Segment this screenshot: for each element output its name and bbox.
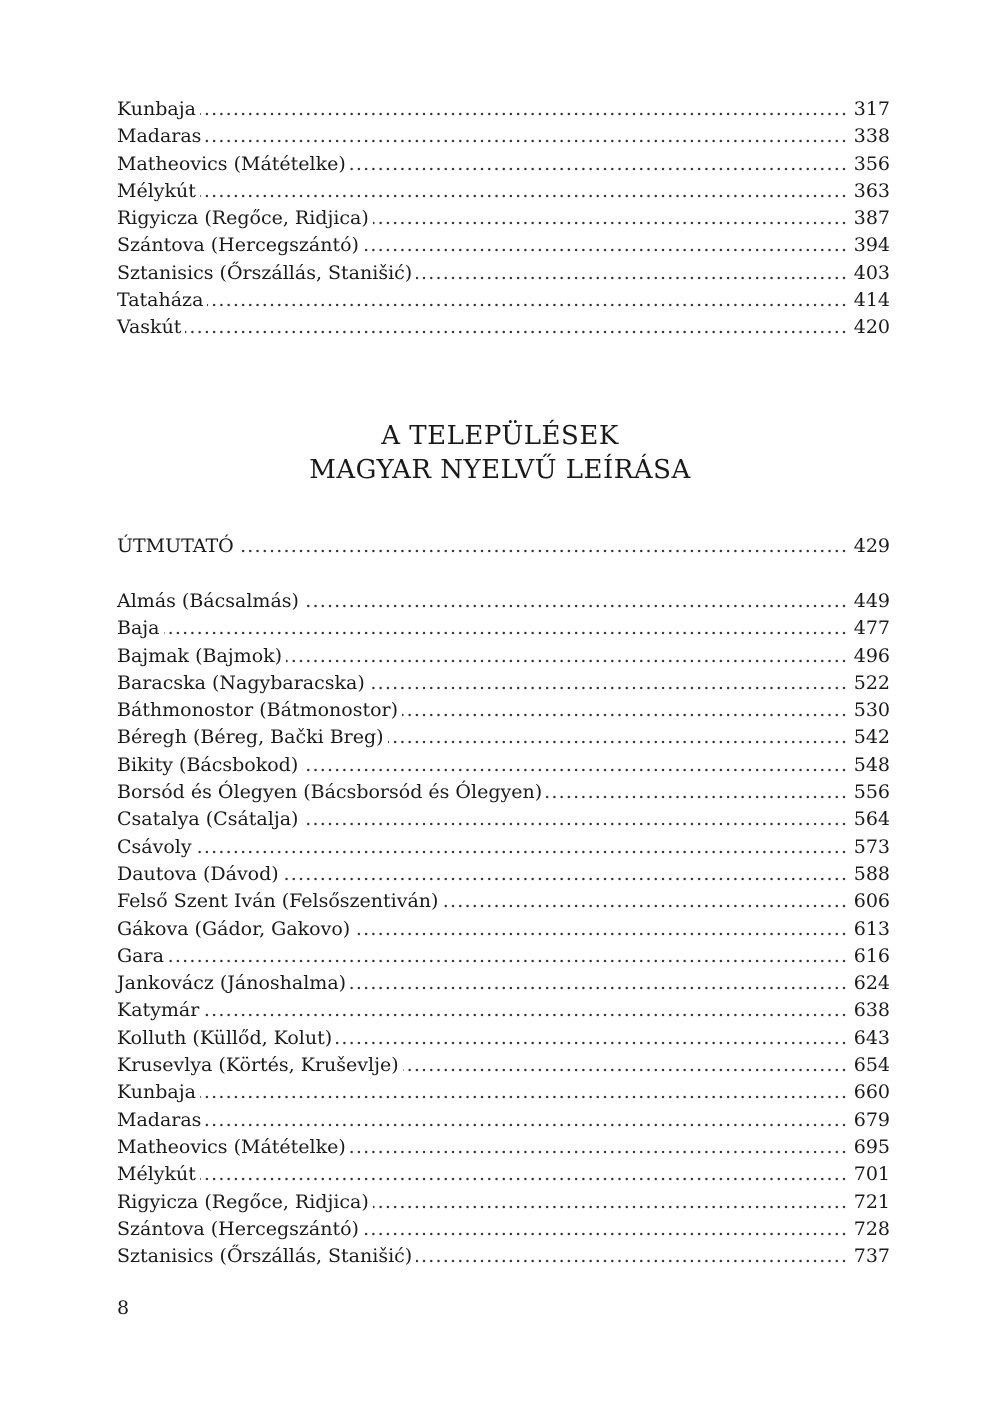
toc-entry bbox=[117, 205, 890, 232]
toc-entry-title: Bikity (Bácsbokod) bbox=[117, 752, 302, 779]
toc-entry-page: 638 bbox=[850, 997, 890, 1024]
toc-entry-page: 728 bbox=[850, 1216, 890, 1243]
toc-entry-page: 695 bbox=[850, 1134, 890, 1161]
toc-entry-title: ÚTMUTATÓ bbox=[117, 533, 238, 560]
toc-entry bbox=[117, 96, 890, 123]
toc-entry-title: Szántova (Hercegszántó) bbox=[117, 232, 363, 259]
toc-entry-page: 564 bbox=[850, 806, 890, 833]
toc-entry bbox=[117, 643, 890, 670]
toc-entry bbox=[117, 151, 890, 178]
toc-entry-page: 613 bbox=[850, 916, 890, 943]
toc-entry bbox=[117, 314, 890, 341]
toc-entry-page: 496 bbox=[850, 643, 890, 670]
leader-dots bbox=[117, 997, 846, 1024]
toc-entry-title: Jankovácz (Jánoshalma) bbox=[117, 970, 350, 997]
toc-entry bbox=[117, 670, 890, 697]
toc-entry-page: 573 bbox=[850, 834, 890, 861]
section-heading-line1: A TELEPÜLÉSEK bbox=[381, 421, 619, 451]
toc-entry-page: 556 bbox=[850, 779, 890, 806]
toc-entry-page: 548 bbox=[850, 752, 890, 779]
toc-entry bbox=[117, 861, 890, 888]
toc-entry-title: Felső Szent Iván (Felsőszentiván) bbox=[117, 888, 442, 915]
toc-entry-title: Rigyicza (Regőce, Ridjica) bbox=[117, 205, 373, 232]
leader-dots bbox=[117, 1079, 846, 1106]
toc-entry bbox=[117, 916, 890, 943]
toc-entry-title: Dautova (Dávod) bbox=[117, 861, 283, 888]
toc-entry bbox=[117, 1161, 890, 1188]
toc-entry-page: 363 bbox=[850, 178, 890, 205]
toc-entry-page: 449 bbox=[850, 588, 890, 615]
toc-entry bbox=[117, 1079, 890, 1106]
leader-dots bbox=[117, 123, 846, 150]
toc-entry-title: Baracska (Nagybaracska) bbox=[117, 670, 369, 697]
toc-entry-page: 701 bbox=[850, 1161, 890, 1188]
toc-entry bbox=[117, 779, 890, 806]
toc-entry bbox=[117, 178, 890, 205]
toc-entry-title: Borsód és Ólegyen (Bácsborsód és Ólegyen) bbox=[117, 779, 546, 806]
toc-entry-page: 420 bbox=[850, 314, 890, 341]
toc-entry-title: Katymár bbox=[117, 997, 203, 1024]
toc-entry-page: 522 bbox=[850, 670, 890, 697]
toc-entry bbox=[117, 615, 890, 642]
toc-entry bbox=[117, 1243, 890, 1270]
leader-dots bbox=[117, 943, 846, 970]
toc-entry bbox=[117, 232, 890, 259]
toc-entry-page: 588 bbox=[850, 861, 890, 888]
leader-dots bbox=[117, 287, 846, 314]
toc-entry-title: Tataháza bbox=[117, 287, 207, 314]
toc-entry bbox=[117, 1025, 890, 1052]
toc-entry-page: 542 bbox=[850, 724, 890, 751]
toc-entry-title: Gákova (Gádor, Gakovo) bbox=[117, 916, 354, 943]
toc-entry-title: Szántova (Hercegszántó) bbox=[117, 1216, 363, 1243]
leader-dots bbox=[117, 178, 846, 205]
toc-entry-page: 338 bbox=[850, 123, 890, 150]
toc-entry-title: Madaras bbox=[117, 1107, 205, 1134]
toc-entry-page: 616 bbox=[850, 943, 890, 970]
toc-entry-page: 530 bbox=[850, 697, 890, 724]
toc-entry-page: 429 bbox=[850, 533, 890, 560]
toc-entry-page: 394 bbox=[850, 232, 890, 259]
toc-entry-page: 387 bbox=[850, 205, 890, 232]
toc-entry-page: 356 bbox=[850, 151, 890, 178]
toc-entry-page: 624 bbox=[850, 970, 890, 997]
toc-entry-guide bbox=[117, 533, 890, 560]
toc-entry-title: Mélykút bbox=[117, 1161, 200, 1188]
toc-entry-title: Gara bbox=[117, 943, 168, 970]
toc-entry bbox=[117, 1052, 890, 1079]
toc-entry-title: Vaskút bbox=[117, 314, 185, 341]
toc-entry bbox=[117, 806, 890, 833]
toc-entry-page: 403 bbox=[850, 260, 890, 287]
section-heading-line2: MAGYAR NYELVŰ LEÍRÁSA bbox=[309, 455, 691, 485]
leader-dots bbox=[117, 615, 846, 642]
toc-entry bbox=[117, 123, 890, 150]
toc-entry-title: Krusevlya (Körtés, Kruševlje) bbox=[117, 1052, 403, 1079]
toc-entry-title: Csávoly bbox=[117, 834, 196, 861]
toc-entry-page: 317 bbox=[850, 96, 890, 123]
toc-entry-title: Matheovics (Mátételke) bbox=[117, 151, 350, 178]
toc-entry bbox=[117, 943, 890, 970]
toc-entry bbox=[117, 888, 890, 915]
page-number: 8 bbox=[117, 1297, 130, 1319]
toc-entry-page: 679 bbox=[850, 1107, 890, 1134]
toc-entry bbox=[117, 970, 890, 997]
toc-entry-title: Sztanisics (Őrszállás, Stanišić) bbox=[117, 260, 416, 287]
toc-entry-title: Mélykút bbox=[117, 178, 200, 205]
toc-entry bbox=[117, 834, 890, 861]
toc-entry bbox=[117, 1134, 890, 1161]
toc-entry-title: Madaras bbox=[117, 123, 205, 150]
toc-entry-page: 643 bbox=[850, 1025, 890, 1052]
toc-entry-title: Csatalya (Csátalja) bbox=[117, 806, 302, 833]
toc-entry-page: 660 bbox=[850, 1079, 890, 1106]
leader-dots bbox=[117, 1107, 846, 1134]
leader-dots bbox=[117, 314, 846, 341]
toc-entry-page: 737 bbox=[850, 1243, 890, 1270]
toc-entry-title: Kolluth (Küllőd, Kolut) bbox=[117, 1025, 336, 1052]
toc-entry bbox=[117, 724, 890, 751]
toc-entry-title: Béregh (Béreg, Bački Breg) bbox=[117, 724, 388, 751]
toc-entry-title: Báthmonostor (Bátmonostor) bbox=[117, 697, 402, 724]
toc-entry-page: 721 bbox=[850, 1189, 890, 1216]
toc-entry-title: Matheovics (Mátételke) bbox=[117, 1134, 350, 1161]
toc-entry-title: Sztanisics (Őrszállás, Stanišić) bbox=[117, 1243, 416, 1270]
leader-dots bbox=[117, 1161, 846, 1188]
leader-dots bbox=[117, 96, 846, 123]
toc-entry bbox=[117, 588, 890, 615]
toc-guide bbox=[117, 533, 890, 560]
toc-entry bbox=[117, 1216, 890, 1243]
toc-top-list bbox=[117, 96, 890, 342]
toc-entry-title: Kunbaja bbox=[117, 1079, 200, 1106]
toc-entry bbox=[117, 1107, 890, 1134]
toc-entry-title: Almás (Bácsalmás) bbox=[117, 588, 303, 615]
toc-entry-title: Rigyicza (Regőce, Ridjica) bbox=[117, 1189, 373, 1216]
toc-entry bbox=[117, 287, 890, 314]
toc-entry bbox=[117, 697, 890, 724]
toc-entry-page: 477 bbox=[850, 615, 890, 642]
toc-entry bbox=[117, 260, 890, 287]
toc-entry bbox=[117, 997, 890, 1024]
toc-main-list bbox=[117, 588, 890, 1270]
leader-dots bbox=[117, 834, 846, 861]
toc-entry-page: 606 bbox=[850, 888, 890, 915]
toc-entry bbox=[117, 1189, 890, 1216]
toc-entry bbox=[117, 752, 890, 779]
toc-entry-page: 654 bbox=[850, 1052, 890, 1079]
toc-entry-page: 414 bbox=[850, 287, 890, 314]
toc-entry-title: Baja bbox=[117, 615, 164, 642]
toc-entry-title: Bajmak (Bajmok) bbox=[117, 643, 286, 670]
toc-entry-title: Kunbaja bbox=[117, 96, 200, 123]
